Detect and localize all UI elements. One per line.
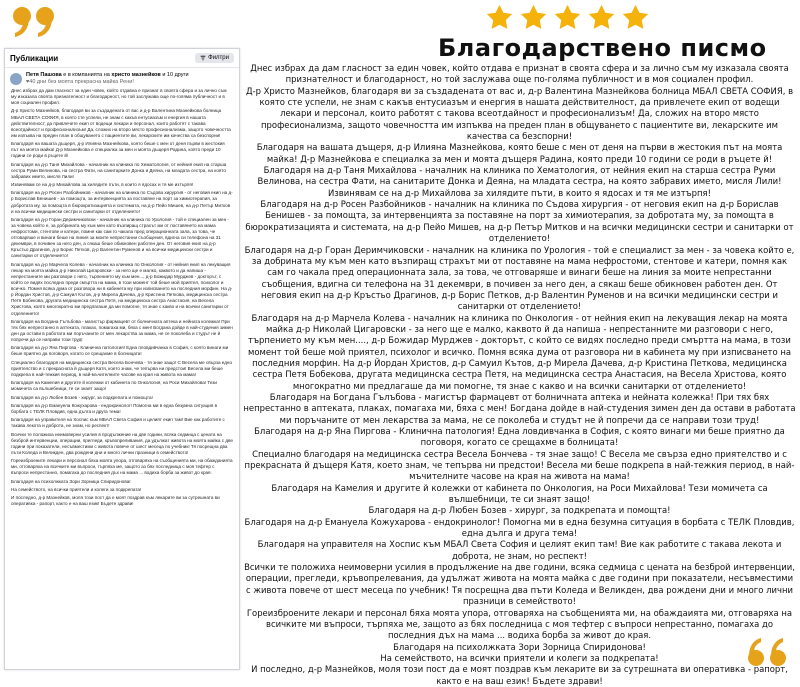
letter-paragraph: Благодаря на д-р Таня Михайлова - началник на клиника по Хематология, от нейния екип на старша сестра Руми Велинова, на сестра Фати, на санитарите Донка и Деяна, на младата сестра, на която забравих името, мисля Лили! [257, 165, 782, 187]
letter-paragraph: Благодаря на д-р Росен Разбойников - началник на клиника по Съдова хирургия - от неговия екип на д-р Борислав Бенишев - за помощта, за интервенцията за поставяне на порт за химиотерапия, за добротата му, за помощта в бюрократизацията и системата, на д-р Пейо Мишев, на д-р Петър Митков и на всички медицински сестри и санитарки от отделението! [245, 199, 794, 244]
post-paragraph: Благодаря на управителя на Хоспис към МБАЛ Света София и целият екип там! Вие как работите с такава лекота и доброта, не знам, но респект! [11, 417, 225, 429]
posts-header [5, 49, 239, 68]
post-paragraph: Благодаря на д-р Марчела Колева - началник на клиника по Онкология - от нейния екип на лекуващия лекар на моята майка д-р Николай Цигаровски - за него ще е малко, каквото и да напиша - непрестанните ми разговори с него, търпението му към мен..., д-р Божидар Мурджев - докторът, с който се видях последно преди смъртта на мама, в този момент той беше мой приятел, психолог и всичко. Помня всяка дума от разговора ни в кабинета му при изписването на последния морфин. На д-р Йордан Христов, д-р Самуил Кътов, д-р Мирела Дачева, д-р Кристина Петкова, медицинска сестра Петя Бобекова, другата медицинска сестра Петя, на медицинска сестра Анастасия, на Весела Христова, която многократно ми предлагаше да ми помогне, тя знае с какво и на всички санитарки от отделението! [11, 261, 233, 316]
letter-paragraph: Извинявам се на д-р Михайлова за хилядите пъти, в които я ядосах и тя ме изтърпя! [328, 187, 711, 198]
letter-paragraph: Всички те положиха неимоверни усилия в продължение на две години, всяка седмица с ценатa на безброй интервенции, операции, прегледи, кръвопрелевания, да удължат живота на моята майка с две години при показатели, несъвместими с живота повече от шест месеца по учебник! Тя посрещна два пъти Коледа и Великден, два рождени дни и много лични празници в семейството! [244, 562, 795, 607]
avatar[interactable] [10, 73, 22, 85]
post-paragraph: Благодаря на Богдана Гълъбова - магистър фармацевт от болничната аптека и нейната колежка! При тях бях непрестанно в аптеката, плаках, помагаха ми, бяха с мен! Богдана дойде в най-студения зимен ден да остави в работата ми поръчаните от мен лекарства за мама, не се поколеба и студът не й попречи да се направи този труд! [11, 318, 233, 343]
star-icon [485, 3, 514, 32]
filter-label: Филтри [208, 55, 229, 61]
letter-body [243, 63, 796, 687]
letter-paragraph: Днес избрах да дам гласност за един човек, който отдава е признат в своята сфера и за лично съм му изказала своята признателност и благодарност, но той заслужава още по-голяма публичност и в моя социален профил. [250, 63, 789, 85]
post-paragraph: Благодаря на д-р Горан Деримчиковски - началник на клиника по Урология - той е специален за мен - за човека който е, за добрината му към мен като възпиращ страхът ми от поставянето на мама нефростоми, стентове и катери, помня как сам го чакала пред операционната зала, за това, че отговаряше и винаги беше на линия за моите непрестанни съобщения, вдигна си телефона на 31 декември, в почивен за него ден, а сякаш беше обикновен работен ден. От неговия екип на д-р Кръстьо Драгинов, д-р Борис Петков, д-р Валентин Руменов и на всички медицински сестри и санитарки от отделението! [11, 216, 229, 259]
star-icon [621, 3, 650, 32]
letter-paragraph: И последно, д-р Мазнейков, моля този пост да е моят поздрав към лекарите ви за сутрешната ви оперативка - рапорт, както е на ваш език! Бъдете здрави! [251, 664, 788, 686]
post-paragraph: Благодаря на д-р Яна Пиргова - Клинична патология! Една пловдивчанка в София, с която винаги ми беше приятно да поговоря, когато се срещахме в болницата! [11, 345, 229, 357]
post-with-text: е в компанията на [63, 72, 110, 78]
star-icon [587, 3, 616, 32]
post-paragraph: Благодаря на д-р Росен Разбойников - началник на клиника по Съдова хирургия - от неговия екип на д-р Борислав Бенишев - за помощта, за интервенцията за поставяне на порт за химиотерапия, за добротата му, за помощта в бюрократизацията и системата, на д-р Пейо Мишев, на д-р Петър Митков и на всички медицински сестри и санитарки от отделението! [11, 190, 233, 214]
post-paragraph: Благодаря на д-р Таня Михайлова - началник на клиника по Хематология, от нейния екип на старша сестра Руми Велинова, на сестра Фати, на санитарките Донка и Деяна, на младата сестра, на която забравих името, мисля Лили! [11, 161, 227, 179]
post-paragraph: Всички те положиха неимоверни усилия в продължение на две години, всяка седмица с цената на безброй интервенции, операции, прегледи, кръвопреливания, да удължат живота на моята майка с две години при показатели, несъвместими с живота повече от шест месеца по учебник! Тя посрещна два пъти Коледа и Великден, два рождени дни и много лични празници в семейството! [11, 431, 233, 455]
post-body [5, 88, 239, 507]
post-header [5, 68, 239, 88]
post-others[interactable]: и 10 други [162, 72, 189, 78]
letter-paragraph: Благодаря на д-р Яна Пиргова - Клинична патология! Една ловдивчанка в София, с която винаги ми беше приятно да поговоря, когато се срещахме в болницата! [254, 426, 785, 448]
letter-paragraph: Гореизброените лекари и персонал бяха моята упора, отговаряха на съобщенията ми, на обаждаията ми, отговаряха на всичките ми въпроси, търпяха ме, защото аз бях последница с моя тефтер с въпроси непрестанно, помагаха до последния дъх на мама ... водиха борба за живот до края. [246, 607, 793, 641]
star-icon [553, 3, 582, 32]
letter-paragraph: Благодаря на д-р Марчела Колева - началник на клиника по Онкология - от нейния екип на лекуващия лекар на моята майка д-р Николай Цигаровски - за него ще е малко, каквото й да напиша - непрестанните ми разговори с него, търпението му към мен...., д-р Божидар Мурджев - докторът, с който се видях последно преди смъртта на мама, в този момент той беше мой приятел, психолог и всичко. Помня всяка дума от разговора ни в кабинета му при изписването на последния морфин. На д-р Йордан Христов, д-р Самуил Кътов, д-р Мирела Дачева, д-р Кристина Петкова, медицинска сестра Петя Бобекова, другата медицинска сестра Петя, на медицинска сестра Анастасия, на Весела Христова, която многократно ми предлагаше да ми помогне, тя знае с какво и на всички санитарки от отделението! [247, 312, 792, 391]
post-paragraph: Специално благодаря на медицинска сестра Весела Бончева - тя знае защо! С Весела ме свърза едно приятелство и с прекрасната й дъщеря Катя, което знам, че тепърва ни предстои! Весела ми беше подкрепа в най-тежкия период, в най-мъчителните часове на края на живота на мама! [11, 359, 233, 377]
post-paragraph: И последно, д-р Мазнейков, моля този пост да е моят поздрав към лекарите ви за сутрешната ви оперативка - рапорт, както е на ваш език! Бъдете здрави! [11, 495, 220, 507]
post-author[interactable]: Петя Пашова [26, 72, 62, 78]
letter-paragraph: Благодаря на управителя на Хоспис към МБАЛ Света София и целият екип там! Вие как работите с такава лекота и доброта, не знам, но респект! [257, 539, 782, 561]
post-paragraph: Благодаря на психолжката Зори Зорница Спиридонова! [11, 478, 131, 484]
letter-paragraph: Специално благодаря на медицинска сестра Весела Бончева - тя знае защо! С Весела ме свърза едно приятелство и с прекрасната й дъщеря Катя, което знам, че тепърва ни предстои! Весела ми беше подкрепа в най-тежкия период, в най-мъчителните часове на края на живота на мама! [244, 448, 795, 482]
post-paragraph: Благодаря на Камелия и другите й колежки от кабинета по Онкология, на Роси Михайлова! Тези момичета са вълшебници, те си знаят защо! [11, 380, 217, 392]
post-author-line [26, 72, 189, 86]
letter-paragraph: Благодаря на Камелия и другите й колежки от кабинета по Онкология, на Роси Михайлова! Тези момичета са вълшебници, те си знаят защо! [271, 482, 768, 505]
filter-button[interactable] [195, 53, 234, 63]
letter-paragraph: Благодаря на д-р Любен Бозев - хирург, за подкрепата и помощта! [368, 505, 671, 516]
post-paragraph: На семейството, на всички приятели и колеги за подкрепата! [11, 486, 142, 492]
letter-paragraph: Благодаря на Богдана Гълъбова - магистър фармацевт от болничната аптека и нейната колежка! При тях бях непрестанно в аптеката, плаках, помагаха ми, бяха с мен! Богдана дойде в най-студения зимен ден да остави в работата ми поръчаните от мен лекарства за мама, не се поколеба и студът не й попречи да се направи този труд! [243, 391, 796, 425]
posts-header-title: Публикации [10, 53, 59, 63]
letter-paragraph: Д-р Христо Мазнейков, благодаря ви за създадената от вас и, д-р Валентина Мазнейкова болница МБАЛ СВЕТА СОФИЯ, в която сте успели, не знам с какъв ентусиазъм и енергия в нашата действителност, да привлечете екип от водещи лекари и персонал, които работят с такова всеотдайност и професионализъм! Да, сложих на второ място професионализма, защото човечността им изпъква на преден план в общуването с пациентите ви, лекарските им качества са безспорни! [245, 85, 794, 142]
letter-paragraph: Благодаря на д-р Горан Деримчиковски - началник на клиника по Урология - той е специалист за мен - за човека който е, за добрината му към мен като възпиращ страхът ми от поставяне на мама нефростоми, стентове и катери, помня как сам го чакала пред операционната зала, за това, че отговаряше и винаги беше на линия за моите непрестанни съобщения, вдигна си телефона на 31 декември, в почивен за него ден, а сякаш беше обикновен работен ден. От неговия екип на д-р Кръстьо Драгинов, д-р Борис Петков, д-р Валентин Руменов и на всички медицински сестри и санитарки от отделението! [244, 244, 795, 312]
post-tagged-person[interactable]: христо мазнейков [111, 72, 161, 78]
rating-stars [485, 3, 650, 32]
post-paragraph: Гореизброените лекари и персонал бяха моята упора, отговаряха на съобщенията ми, на обажданията ми, отговаряха на всичките ми въпроси, търпяха ме, защото аз бях последница с моя тефтер с въпроси непрестанно, помагаха до последния дъх на мама ... водиха борба за живот до края. [11, 458, 233, 476]
letter-paragraph: Благодаря на д-р Емануела Кожухарова - ендокринолог! Помогна ми в една безумна ситуация в борбата с ТЕЛК Пловдив, една дълга и друга тема! [244, 516, 795, 539]
post-paragraph: Благодаря на д-р Емануела Кожухарова - ендокринолог! Помогна ми в една безумна ситуация в борбата с ТЕЛК Пловдив, една дълга и друга тема! [11, 402, 218, 414]
post-paragraph: Благодаря на вашата дъщеря, д-р Илияна Мазнейкова, която беше с мен от деня първи в жестокия път на моята майка! Д-р Мазнейкова е специалка за мен и моята дъщеря Радина, която преди 10 години се роди в ръцете й! [11, 141, 225, 159]
post-paragraph: Благодаря на д-р Любен Бозев - хирург, за подкрепата и помощта! [11, 394, 153, 400]
letter-paragraph: На семейството, на всички приятели и колеги за подкрепата! [380, 652, 659, 663]
letter-paragraph: Благодаря на психолжката Зори Зорница Спиридонова! [393, 641, 646, 652]
letter-paragraph: Благодаря на вашата дъщеря, д-р Илияна Мазнейкова, която беше с мен от деня на първи в жестокия път на моята майка! Д-р Мазнейкова е специалка за мен и моята дъщеря Радина, която преди 10 години се роди в ръцете й! [256, 142, 783, 164]
post-paragraph: Днес избрах да дам гласност за един човек, който отдавна е признат в своята сфера и за лично съм му изказала своята признателност и благодарност, но той заслужава още по-голяма публичност и в моя социален профил. [11, 88, 227, 106]
star-icon [519, 3, 548, 32]
facebook-post-screenshot [4, 48, 240, 670]
post-paragraph: Извинявам се на д-р Михайлова за хилядите пъти, в които я ядосах и тя ме изтърпя! [11, 182, 194, 188]
post-feeling: ♥40 дни без моята прекрасна майка Рени! [26, 79, 134, 85]
filter-icon [200, 55, 206, 61]
letter-title: Благодарствено писмо [438, 34, 767, 62]
post-paragraph: Д-р Христо Мазнейков, благодаря ви за създадената от вас и д-р Валентина Мазнейкова болница МБАЛ СВЕТА СОФИЯ, в която сте успели, не знам с какъв ентусиазъм и енергия в нашата действителност, да привлечете екип от водещи лекари и персонал, които работят с такава всеотдайност и професионализъм! Да, сложих на второ място професионализма, защото човечността им изпъква на преден план в общуването с пациентите ви, лекарските им качества са безспорни! [11, 108, 231, 138]
quote-open-icon [12, 6, 58, 38]
